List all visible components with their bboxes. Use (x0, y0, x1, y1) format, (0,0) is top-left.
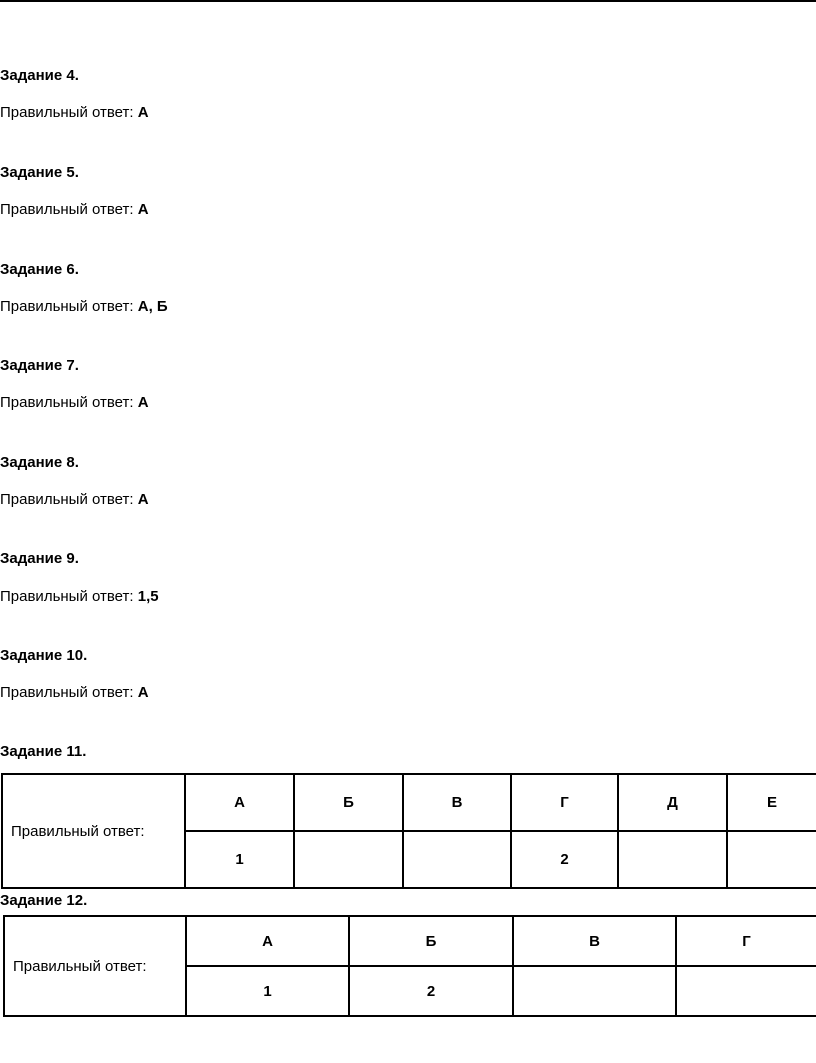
value-cell: 2 (511, 831, 618, 888)
answer-label-cell: Правильный ответ: (2, 774, 185, 888)
header-cell: Г (511, 774, 618, 831)
header-cell: А (186, 916, 349, 966)
answer-value: А (137, 394, 149, 411)
value-cell (403, 831, 511, 888)
answer-value: 1,5 (137, 588, 159, 605)
task-8-answer (0, 491, 149, 509)
task-10-title: Задание 10. (0, 647, 88, 664)
header-cell: В (403, 774, 511, 831)
task-11-title: Задание 11. (0, 743, 87, 760)
answer-value: А (137, 104, 149, 121)
task-9-answer (0, 588, 159, 606)
task-11-answer-table (1, 773, 816, 889)
answer-label: Правильный ответ: (0, 298, 138, 315)
header-cell: Б (349, 916, 513, 966)
task-6-title: Задание 6. (0, 261, 79, 278)
answer-value: А (137, 491, 149, 508)
task-12-answer-table (3, 915, 816, 1017)
task-6-answer (0, 298, 168, 316)
task-10-answer (0, 684, 149, 702)
answer-value: А, Б (137, 298, 168, 315)
header-cell: Д (618, 774, 727, 831)
task-7-title: Задание 7. (0, 357, 79, 374)
value-cell (294, 831, 403, 888)
task-12-title: Задание 12. (0, 892, 88, 909)
top-rule (0, 0, 816, 2)
answer-value: А (137, 201, 149, 218)
header-row (2, 774, 816, 831)
header-cell: Е (727, 774, 816, 831)
task-4-title: Задание 4. (0, 67, 79, 84)
task-5-answer (0, 201, 149, 219)
task-5-title: Задание 5. (0, 164, 79, 181)
value-cell: 1 (185, 831, 294, 888)
answer-label: Правильный ответ: (0, 104, 138, 121)
header-row (4, 916, 816, 966)
task-4-answer (0, 104, 149, 122)
header-cell: А (185, 774, 294, 831)
task-8-title: Задание 8. (0, 454, 79, 471)
value-cell: 1 (186, 966, 349, 1016)
task-7-answer (0, 394, 149, 412)
header-cell: В (513, 916, 676, 966)
value-cell (676, 966, 816, 1016)
answer-label-cell: Правильный ответ: (4, 916, 186, 1016)
answer-value: А (137, 684, 149, 701)
answer-label: Правильный ответ: (0, 201, 138, 218)
value-cell (618, 831, 727, 888)
header-cell: Г (676, 916, 816, 966)
value-cell (513, 966, 676, 1016)
value-cell (727, 831, 816, 888)
task-9-title: Задание 9. (0, 550, 79, 567)
answer-label: Правильный ответ: (0, 491, 138, 508)
answer-label: Правильный ответ: (0, 588, 138, 605)
answer-label: Правильный ответ: (0, 684, 138, 701)
answer-label: Правильный ответ: (0, 394, 138, 411)
header-cell: Б (294, 774, 403, 831)
value-cell: 2 (349, 966, 513, 1016)
